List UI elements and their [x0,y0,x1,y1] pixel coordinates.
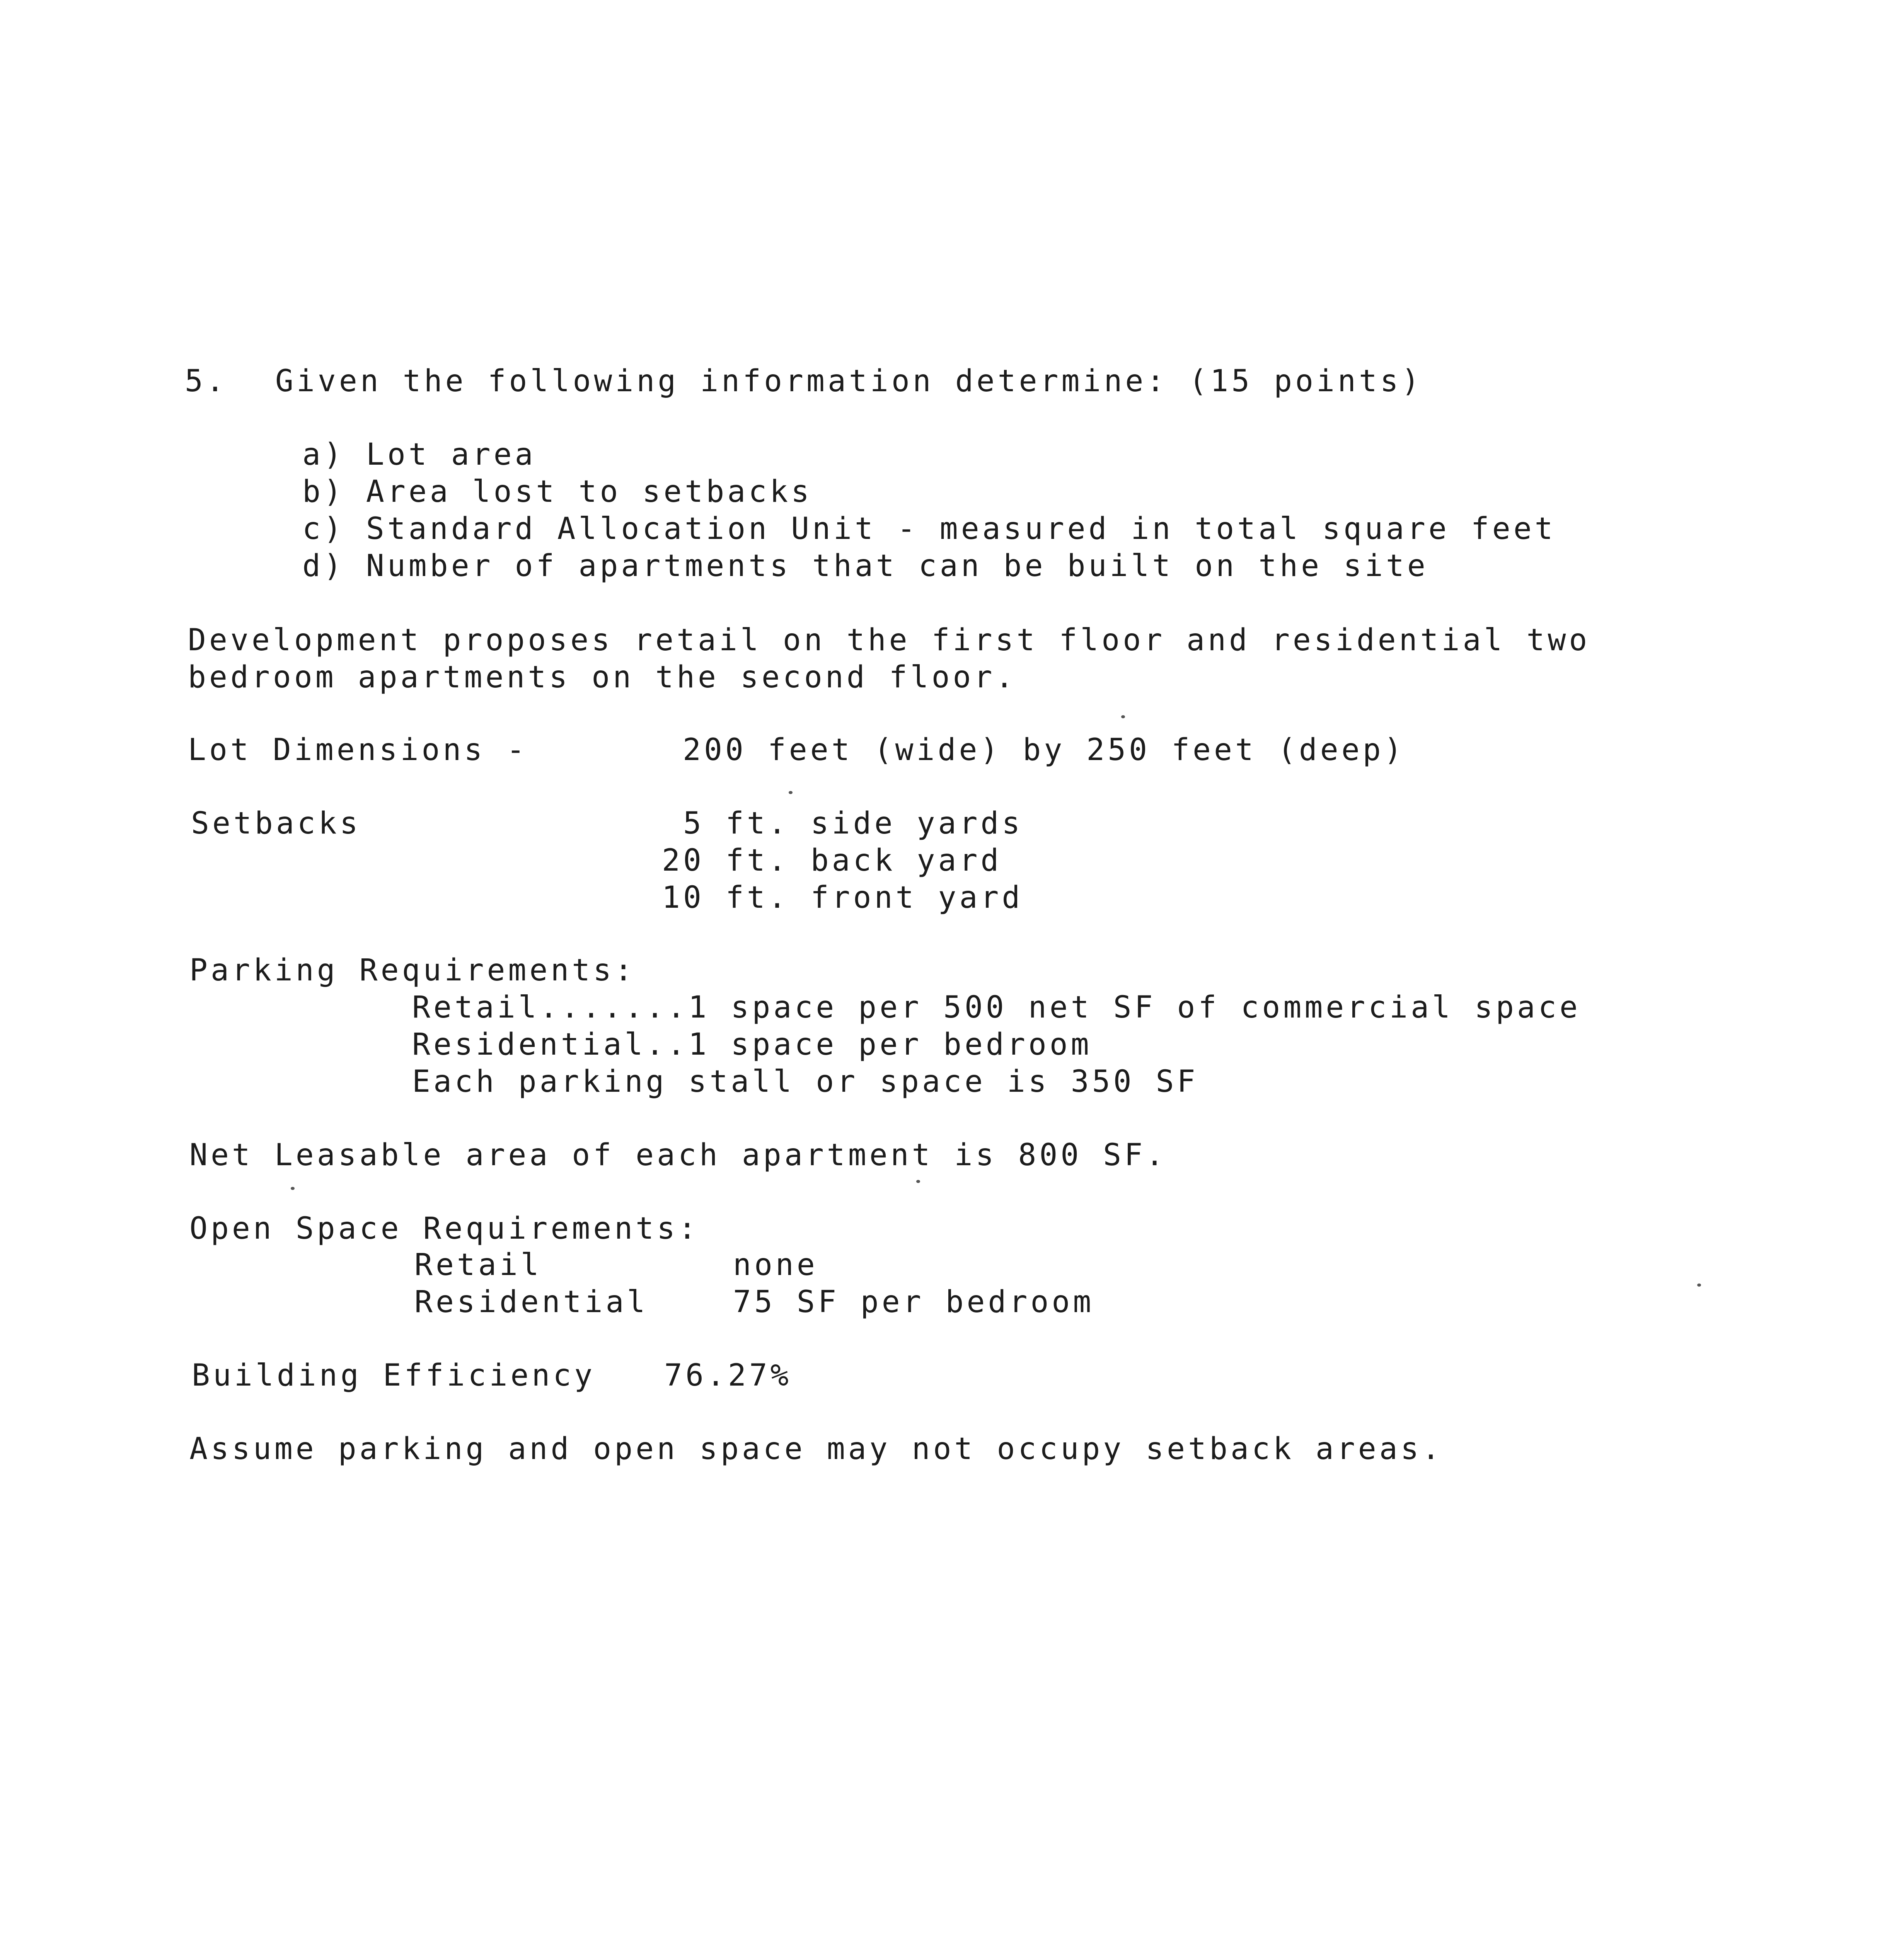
question-part-b: b) Area lost to setbacks [302,474,813,509]
scan-speck [1697,1284,1701,1287]
setbacks-label: Setbacks [191,806,361,841]
scan-speck [1121,715,1125,718]
development-line-1: Development proposes retail on the first floor and residential two [188,623,1590,658]
net-leasable-area: Net Leasable area of each apartment is 800 SF. [189,1138,1167,1173]
open-space-retail-label: Retail [414,1248,542,1282]
parking-residential: Residential..1 space per bedroom [412,1027,1092,1062]
parking-stall-size: Each parking stall or space is 350 SF [412,1064,1198,1099]
question-prompt: Given the following information determine: (15 points) [275,364,1423,399]
open-space-heading: Open Space Requirements: [189,1211,700,1246]
open-space-residential-label: Residential [414,1285,648,1319]
scan-speck [916,1180,920,1183]
setback-front-yard: 10 ft. front yard [662,880,1023,915]
setback-back-yard: 20 ft. back yard [662,843,1002,878]
development-line-2: bedroom apartments on the second floor. [188,660,1017,695]
question-part-a: a) Lot area [302,437,536,472]
parking-retail: Retail.......1 space per 500 net SF of commercial space [412,990,1581,1025]
parking-heading: Parking Requirements: [189,953,636,988]
scan-speck [789,791,793,794]
question-part-d: d) Number of apartments that can be built on the site [302,549,1428,583]
building-efficiency-value: 76.27% [664,1358,792,1393]
setback-side-yards: 5 ft. side yards [662,806,1023,841]
lot-dimensions-value: 200 feet (wide) by 250 feet (deep) [683,733,1405,767]
lot-dimensions-label: Lot Dimensions - [188,733,528,767]
question-number: 5. [185,364,227,399]
building-efficiency-label: Building Efficiency [192,1358,596,1393]
assumption-note: Assume parking and open space may not occupy setback areas. [189,1432,1443,1466]
question-part-c: c) Standard Allocation Unit - measured in total square feet [302,511,1556,546]
open-space-residential-value: 75 SF per bedroom [733,1285,1094,1319]
scan-speck [291,1187,295,1190]
open-space-retail-value: none [733,1248,818,1282]
